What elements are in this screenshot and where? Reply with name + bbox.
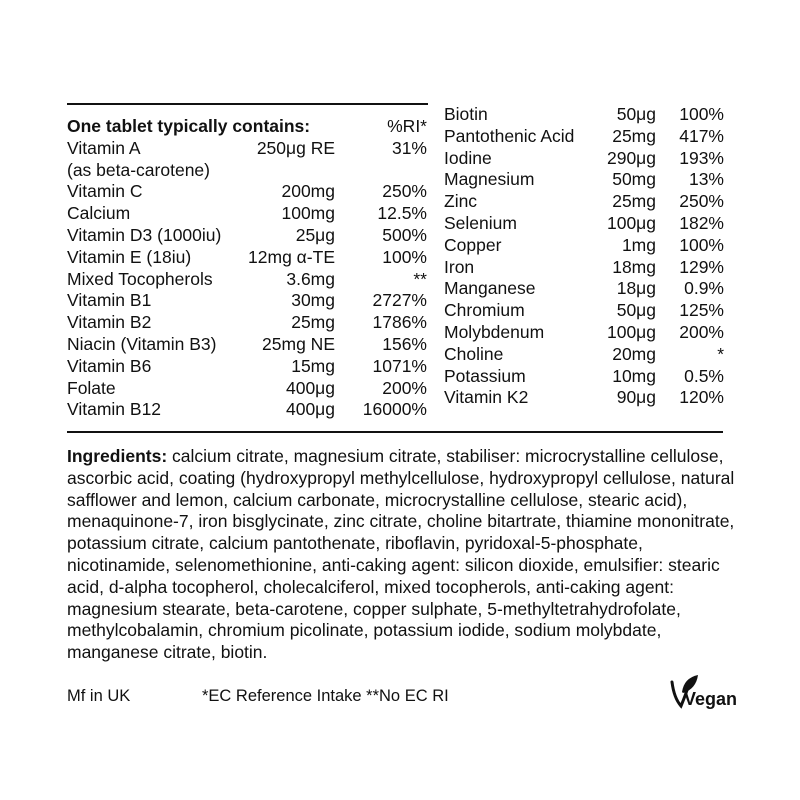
nutrient-amount: 25μg [295, 224, 335, 245]
nutrient-row [444, 387, 724, 409]
nutrient-amount: 400μg [285, 399, 335, 420]
nutrient-row [444, 169, 724, 191]
nutrient-name: Magnesium [444, 169, 535, 190]
nutrient-ri: 12.5% [377, 203, 427, 224]
nutrient-amount: 50μg [616, 104, 656, 124]
nutrient-ri: 31% [391, 137, 427, 158]
nutrient-ri: 156% [382, 333, 427, 354]
nutrient-amount: 18mg [612, 256, 656, 277]
nutrient-ri: 250% [679, 191, 724, 212]
ingredients-label: Ingredients: [67, 446, 168, 466]
nutrient-amount: 250μg RE [256, 137, 335, 158]
nutrient-ri: 200% [382, 377, 427, 398]
nutrient-name: Vitamin B12 [67, 399, 162, 420]
nutrient-row [67, 269, 427, 291]
nutrient-amount: 25mg [612, 191, 656, 212]
ingredients-paragraph [67, 446, 737, 664]
nutrient-ri: 13% [688, 169, 724, 190]
nutrient-name: Vitamin K2 [444, 387, 529, 408]
nutrition-table-right [444, 104, 724, 409]
nutrient-amount: 25mg NE [262, 333, 335, 354]
nutrient-ri: 0.9% [684, 278, 724, 299]
nutrient-amount: 25mg [291, 312, 335, 333]
nutrient-name: Choline [444, 343, 504, 364]
table-header-ri: %RI* [387, 116, 427, 136]
nutrient-row [67, 378, 427, 400]
nutrient-ri: 100% [679, 104, 724, 124]
vegan-badge-text: Vegan [684, 689, 738, 709]
nutrient-name: Niacin (Vitamin B3) [67, 333, 217, 354]
nutrient-name: Biotin [444, 104, 488, 124]
nutrient-amount: 50μg [616, 300, 656, 321]
top-rule [67, 103, 428, 105]
nutrient-ri: 120% [679, 387, 724, 408]
nutrient-name: Copper [444, 234, 502, 255]
nutrient-row [67, 160, 427, 182]
nutrient-name: Calcium [67, 203, 131, 224]
nutrient-name: Selenium [444, 212, 517, 233]
nutrient-amount: 15mg [291, 355, 335, 376]
nutrient-name: Vitamin A [67, 137, 141, 158]
nutrient-name: Vitamin B6 [67, 355, 152, 376]
nutrient-row [444, 213, 724, 235]
nutrient-name: Potassium [444, 365, 526, 386]
nutrient-name: Iodine [444, 147, 492, 168]
nutrient-name: Chromium [444, 300, 525, 321]
nutrient-row [444, 235, 724, 257]
nutrient-ri: 125% [679, 300, 724, 321]
nutrient-row [67, 225, 427, 247]
nutrient-ri: 0.5% [684, 365, 724, 386]
nutrient-row [444, 104, 724, 126]
nutrient-amount: 18μg [616, 278, 656, 299]
nutrient-amount: 20mg [612, 343, 656, 364]
nutrient-row [444, 344, 724, 366]
vegan-badge [662, 672, 742, 712]
nutrient-amount: 50mg [612, 169, 656, 190]
nutrient-ri: 417% [679, 125, 724, 146]
nutrient-amount: 25mg [612, 125, 656, 146]
nutrient-row [67, 181, 427, 203]
nutrient-ri: 16000% [362, 399, 427, 420]
nutrient-amount: 200mg [281, 181, 335, 202]
nutrient-amount: 12mg α-TE [248, 246, 335, 267]
nutrient-ri: 1786% [372, 312, 427, 333]
nutrient-name: Iron [444, 256, 475, 277]
nutrient-name: (as beta-carotene) [67, 159, 210, 180]
nutrient-ri: * [717, 343, 724, 364]
nutrient-ri: 129% [679, 256, 724, 277]
nutrient-row [67, 356, 427, 378]
nutrient-amount: 1mg [621, 234, 656, 255]
nutrient-row [67, 290, 427, 312]
nutrient-name: Manganese [444, 278, 536, 299]
origin-text: Mf in UK [67, 687, 131, 705]
table-header [67, 116, 427, 138]
nutrient-row [444, 126, 724, 148]
nutrient-amount: 400μg [285, 377, 335, 398]
nutrient-row [444, 300, 724, 322]
nutrient-ri: 182% [679, 212, 724, 233]
nutrient-name: Vitamin E (18iu) [67, 246, 192, 267]
nutrient-ri: 200% [679, 321, 724, 342]
nutrient-ri: 2727% [372, 290, 427, 311]
nutrient-name: Vitamin D3 (1000iu) [67, 224, 222, 245]
nutrient-name: Zinc [444, 191, 478, 212]
nutrient-ri: 100% [382, 246, 427, 267]
nutrient-ri: ** [413, 268, 427, 289]
nutrient-row [67, 138, 427, 160]
bottom-rule [67, 431, 723, 433]
nutrient-amount: 290μg [606, 147, 656, 168]
nutrient-name: Vitamin C [67, 181, 143, 202]
nutrient-row [444, 278, 724, 300]
nutrition-table-left [67, 116, 427, 421]
nutrient-ri: 500% [382, 224, 427, 245]
nutrient-amount: 10mg [612, 365, 656, 386]
nutrient-amount: 100μg [606, 321, 656, 342]
leaf-icon [662, 672, 742, 712]
nutrient-row [67, 203, 427, 225]
nutrient-name: Vitamin B2 [67, 312, 152, 333]
nutrient-row [444, 191, 724, 213]
nutrient-row [67, 334, 427, 356]
nutrient-row [444, 322, 724, 344]
nutrient-ri: 193% [679, 147, 724, 168]
nutrient-amount: 30mg [291, 290, 335, 311]
nutrient-row [444, 148, 724, 170]
nutrient-ri: 1071% [372, 355, 427, 376]
nutrient-row [67, 399, 427, 421]
nutrient-row [444, 366, 724, 388]
table-header-title: One tablet typically contains: [67, 116, 311, 136]
nutrient-name: Molybdenum [444, 321, 545, 342]
nutrient-ri: 250% [382, 181, 427, 202]
nutrient-row [67, 247, 427, 269]
nutrient-name: Vitamin B1 [67, 290, 152, 311]
nutrient-amount: 100μg [606, 212, 656, 233]
nutrient-ri: 100% [679, 234, 724, 255]
nutrient-row [67, 312, 427, 334]
nutrient-row [444, 257, 724, 279]
nutrient-name: Pantothenic Acid [444, 125, 575, 146]
nutrient-amount: 100mg [281, 203, 335, 224]
nutrient-name: Folate [67, 377, 116, 398]
nutrient-amount: 90μg [616, 387, 656, 408]
nutrient-amount: 3.6mg [286, 268, 335, 289]
nutrient-name: Mixed Tocopherols [67, 268, 213, 289]
ingredients-text: calcium citrate, magnesium citrate, stabiliser: microcrystalline cellulose, ascorbic acid, coating (hydroxypropyl methylcellulose, hydroxypropyl cellulose, natural safflower and lemon, calcium carbonate, microcrystalline cellulose, stearic acid), menaquinone-7, iron bisglycinate, zinc citrate, choline bitartrate, thiamine mononitrate, potassium citrate, calcium pantothenate, riboflavin, pyridoxal-5-phosphate, nicotinamide, selenomethionine, anti-caking agent: silicon dioxide, emulsifier: stearic acid, d-alpha tocopherol, cholecalciferol, mixed tocopherols, anti-caking agent: magnesium stearate, beta-carotene, copper sulphate, 5-methyltetrahydrofolate, methylcobalamin, chromium picolinate, potassium iodide, sodium molybdate, manganese citrate, biotin. [67, 446, 735, 663]
reference-intake-note: *EC Reference Intake **No EC RI [202, 687, 449, 705]
